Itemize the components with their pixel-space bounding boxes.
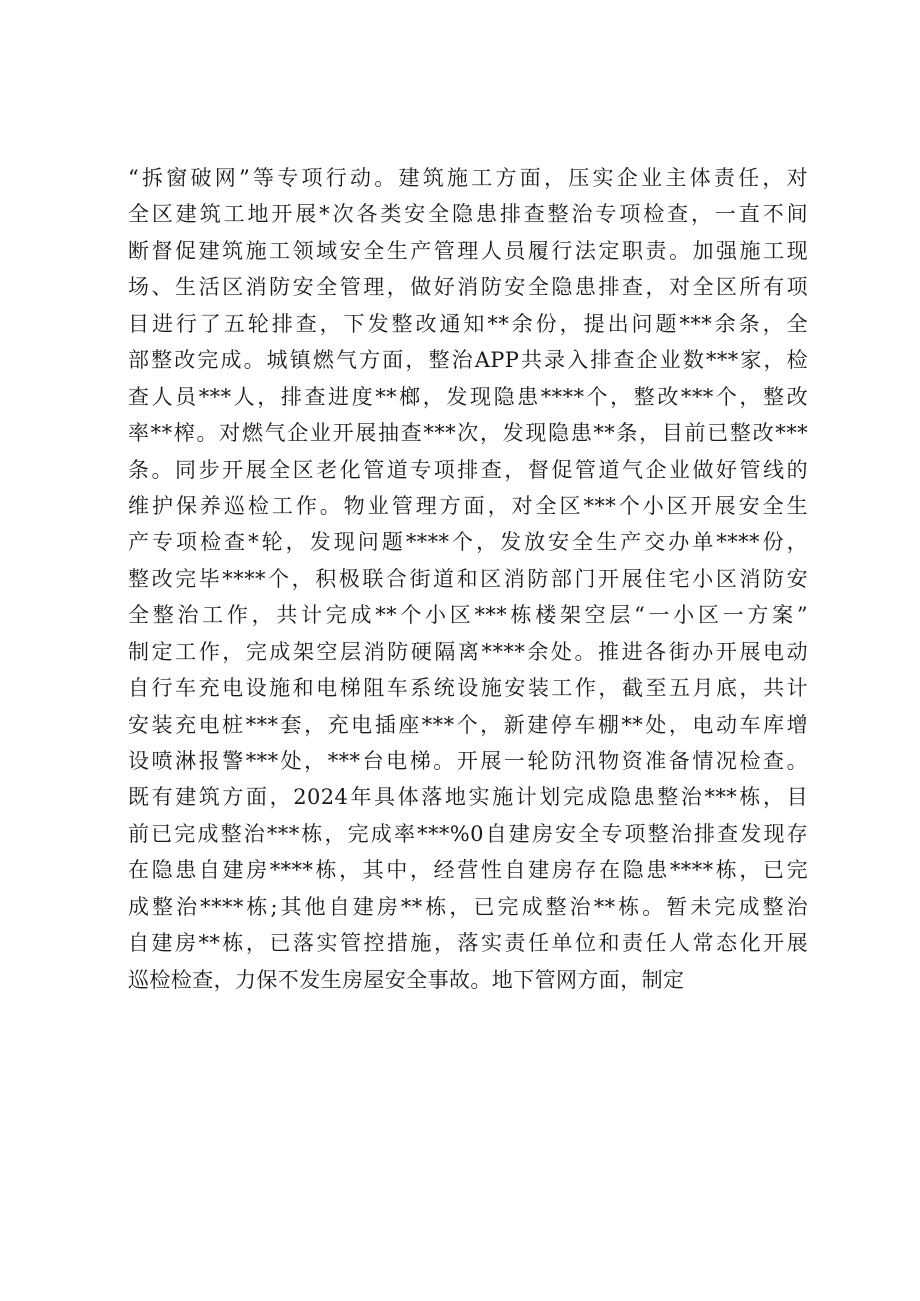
text-line: 自建房**栋，已落实管控措施，落实责任单位和责任人常态化开展 — [128, 931, 808, 956]
text-line: 安装充电桩***套，充电插座***个，新建停车棚**处，电动车库增 — [128, 712, 808, 737]
text-line: 设喷淋报警***处，***台电梯。开展一轮防汛物资准备情况检查。 — [128, 749, 808, 773]
document-body — [128, 160, 808, 998]
text-line: 率**榨。对燃气企业开展抽查***次，发现隐患**条，目前已整改*** — [128, 421, 808, 446]
text-line: 成整治****栋;其他自建房**栋，已完成整治**栋。暂未完成整治 — [128, 894, 808, 919]
text-line: 查人员***人，排查进度**榔，发现隐患****个，整改***个，整改 — [128, 384, 808, 409]
text-line: “拆窗破网”等专项行动。建筑施工方面，压实企业主体责任，对 — [128, 166, 808, 190]
text-line: 维护保养巡检工作。物业管理方面，对全区***个小区开展安全生 — [128, 493, 808, 518]
text-line: 巡检检查，力保不发生房屋安全事故。地下管网方面，制定 — [128, 967, 685, 992]
text-line: 断督促建筑施工领域安全生产管理人员履行法定职责。加强施工现 — [128, 238, 808, 263]
text-line: 目进行了五轮排查，下发整改通知**余份，提出问题***余条，全 — [128, 311, 808, 336]
text-line: 全区建筑工地开展*次各类安全隐患排查整治专项检查，一直不间 — [128, 202, 808, 227]
text-line: 产专项检查*轮，发现问题****个，发放安全生产交办单****份， — [128, 530, 808, 555]
text-line: 条。同步开展全区老化管道专项排查，督促管道气企业做好管线的 — [128, 457, 808, 482]
text-line: 场、生活区消防安全管理，做好消防安全隐患排查，对全区所有项 — [128, 275, 808, 300]
text-line: 部整改完成。城镇燃气方面，整治APP共录入排查企业数***家，检 — [128, 348, 808, 373]
text-line: 前已完成整治***栋，完成率***%0自建房安全专项整治排查发现存 — [128, 821, 808, 846]
text-line: 整改完毕****个，积极联合街道和区消防部门开展住宅小区消防安 — [128, 566, 808, 591]
text-line: 制定工作，完成架空层消防硬隔离****余处。推进各街办开展电动 — [128, 639, 808, 664]
text-line: 自行车充电设施和电梯阻车系统设施安装工作，截至五月底，共计 — [128, 676, 808, 701]
text-line: 全整治工作，共计完成**个小区***栋楼架空层“一小区一方案” — [128, 603, 808, 628]
text-line: 既有建筑方面，2024年具体落地实施计划完成隐患整治***栋，目 — [128, 785, 808, 810]
text-line: 在隐患自建房****栋，其中，经营性自建房存在隐患****栋，已完 — [128, 858, 808, 883]
